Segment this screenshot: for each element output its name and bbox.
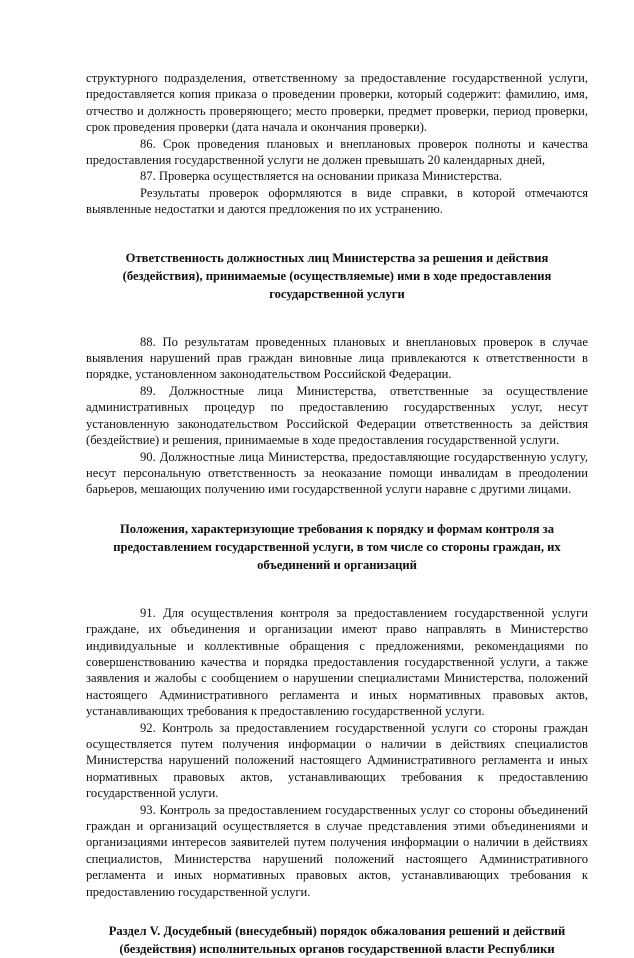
spacer bbox=[86, 900, 588, 922]
paragraph-90: 90. Должностные лица Министерства, предоставляющие государственную услугу, несут персональную ответственность за неоказание помощи инвалидам в преодолении барьеров, мешающих получению ими государственной услуги наравне с другими лицами. bbox=[86, 449, 588, 497]
paragraph-92: 92. Контроль за предоставлением государственной услуги со стороны граждан осуществляется путем получения информации о наличии в действиях специалистов Министерства нарушений положений настоящего Административного регламента и иных нормативных правовых актов, устанавливающих требования к предоставлению государственной услуги. bbox=[86, 720, 588, 801]
section-heading-responsibility: Ответственность должностных лиц Министерства за решения и действия (бездействия), принимаемые (осуществляемые) ими в ходе предоставления государственной услуги bbox=[122, 250, 552, 301]
paragraph-87-results: Результаты проверок оформляются в виде справки, в которой отмечаются выявленные недостатки и даются предложения по их устранению. bbox=[86, 185, 588, 217]
paragraph-93: 93. Контроль за предоставлением государственных услуг со стороны объединений граждан и организаций осуществляется в случае представления этими объединениями и организациями интересов заявителей путем получения информации о наличии в действиях специалистов, Министерства нарушений положений настоящего Административного регламента и иных нормативных правовых актов, устанавливающих требования к предоставлению государственной услуги. bbox=[86, 802, 588, 899]
paragraph-86: 86. Срок проведения плановых и внеплановых проверок полноты и качества предоставления государственной услуги не должен превышать 20 календарных дней, bbox=[86, 136, 588, 168]
paragraph-88: 88. По результатам проведенных плановых и внеплановых проверок в случае выявления нарушений прав граждан виновные лица привлекаются к ответственности в порядке, установленном законодательством Российской Федерации. bbox=[86, 334, 588, 382]
spacer bbox=[86, 218, 588, 249]
section-heading-part-v: Раздел V. Досудебный (внесудебный) порядок обжалования решений и действий (бездействия) исполнительных органов государственной власти Республики bbox=[108, 924, 566, 957]
paragraph-continued: структурного подразделения, ответственному за предоставление государственной услуги, предоставляется копия приказа о проведении проверки, который содержит: фамилию, имя, отчество и должность проверяющего; место проверки, предмет проверки, период проверки, срок проведения проверки (дата начала и окончания проверки). bbox=[86, 71, 588, 135]
spacer bbox=[86, 303, 588, 334]
paragraph-89: 89. Должностные лица Министерства, ответственные за осуществление административных процедур по предоставлению государственных услуг, несут установленную законодательством Российской Федерации ответственность за действия (бездействие) и решения, принимаемые в ходе предоставления государственной услуги. bbox=[86, 383, 588, 448]
spacer bbox=[86, 574, 588, 605]
section-heading-control: Положения, характеризующие требования к порядку и формам контроля за предоставлением государственной услуги, в том числе со стороны граждан, их объединений и организаций bbox=[113, 521, 561, 572]
paragraph-87: 87. Проверка осуществляется на основании приказа Министерства. bbox=[140, 169, 503, 184]
spacer bbox=[86, 498, 588, 520]
paragraph-91: 91. Для осуществления контроля за предоставлением государственной услуги граждане, их объединения и организации имеют право направлять в Министерство индивидуальные и коллективные обращения с предложениями, рекомендациями по совершенствованию качества и порядка предоставления государственной услуги, а также заявления и жалобы с сообщением о нарушении специалистами Министерства, положений настоящего Административного регламента и иных нормативных правовых актов, устанавливающих требования к предоставлению государственной услуги. bbox=[86, 605, 588, 719]
